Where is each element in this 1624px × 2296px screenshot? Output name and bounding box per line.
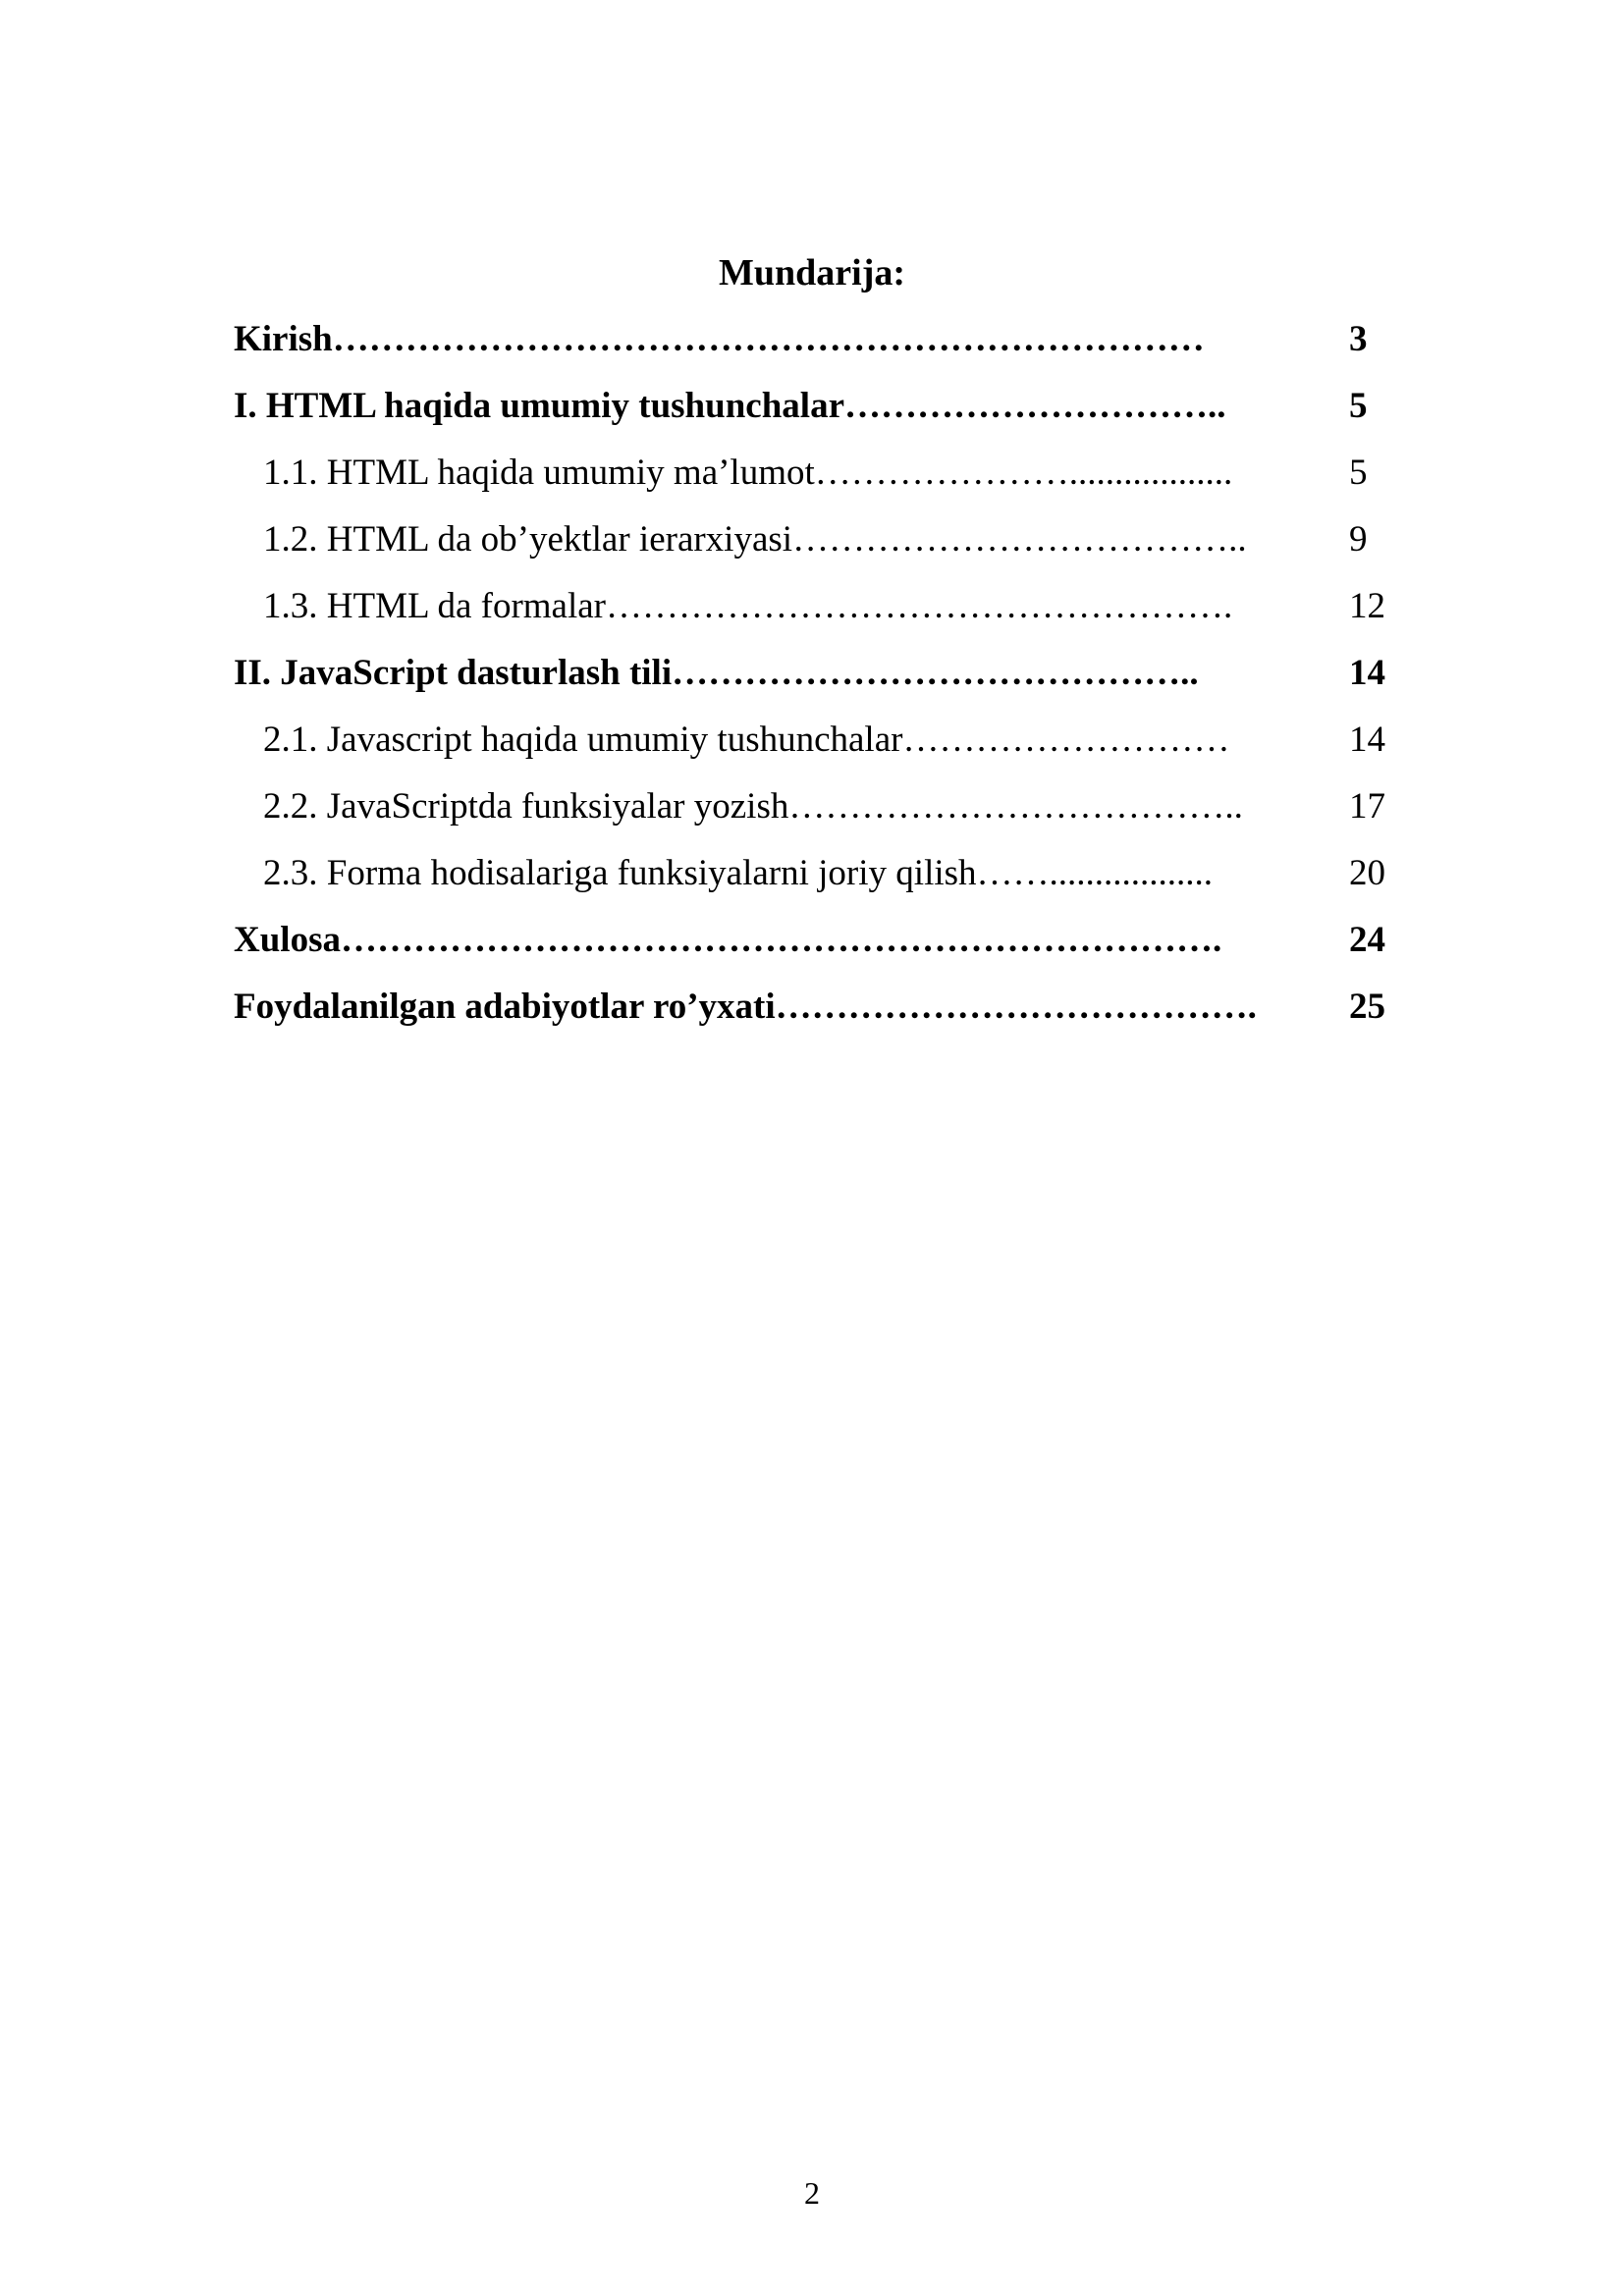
toc-entry-title: I. HTML haqida umumiy tushunchalar………………………….. bbox=[234, 386, 1226, 426]
toc-entry-title: II. JavaScript dasturlash tili…………………………………….. bbox=[234, 653, 1199, 693]
toc-entry-page: 14 bbox=[1349, 653, 1385, 693]
toc-entry bbox=[234, 573, 1408, 640]
table-of-contents bbox=[234, 306, 1408, 1041]
toc-entry bbox=[234, 707, 1408, 774]
toc-entry-page: 9 bbox=[1349, 519, 1368, 560]
toc-entry-page: 14 bbox=[1349, 720, 1385, 760]
toc-entry-page: 5 bbox=[1349, 386, 1368, 426]
toc-entry-title: 2.1. Javascript haqida umumiy tushunchalar……………………… bbox=[263, 720, 1230, 760]
toc-entry-page: 12 bbox=[1349, 586, 1385, 626]
toc-entry bbox=[234, 907, 1408, 974]
toc-entry-page: 17 bbox=[1349, 786, 1385, 827]
toc-entry-title: Foydalanilgan adabiyotlar ro’yxati…………………………………. bbox=[234, 987, 1257, 1027]
toc-entry bbox=[234, 440, 1408, 507]
toc-entry bbox=[234, 373, 1408, 440]
toc-entry bbox=[234, 774, 1408, 840]
toc-entry-page: 24 bbox=[1349, 920, 1385, 960]
toc-entry bbox=[234, 974, 1408, 1041]
toc-entry-title: 1.3. HTML da formalar……………………………………………. bbox=[263, 586, 1233, 626]
toc-entry bbox=[234, 640, 1408, 707]
toc-entry-page: 25 bbox=[1349, 987, 1385, 1027]
toc-entry-title: 1.2. HTML da ob’yektlar ierarxiyasi……………………………….. bbox=[263, 519, 1247, 560]
toc-entry-title: 1.1. HTML haqida umumiy ma’lumot………………….................. bbox=[263, 453, 1233, 493]
toc-entry-title: 2.2. JavaScriptda funksiyalar yozish……………………………….. bbox=[263, 786, 1243, 827]
toc-entry-page: 20 bbox=[1349, 853, 1385, 893]
toc-entry-page: 5 bbox=[1349, 453, 1368, 493]
toc-entry-title: Kirish……………………………………………………………… bbox=[234, 319, 1205, 359]
toc-entry bbox=[234, 840, 1408, 907]
toc-entry bbox=[234, 507, 1408, 573]
toc-entry-title: 2.3. Forma hodisalariga funksiyalarni joriy qilish…….................. bbox=[263, 853, 1214, 893]
page-number: 2 bbox=[804, 2175, 820, 2211]
toc-entry bbox=[234, 306, 1408, 373]
toc-title: Mundarija: bbox=[719, 252, 905, 294]
toc-entry-page: 3 bbox=[1349, 319, 1368, 359]
toc-entry-title: Xulosa………………………………………………………………. bbox=[234, 920, 1222, 960]
